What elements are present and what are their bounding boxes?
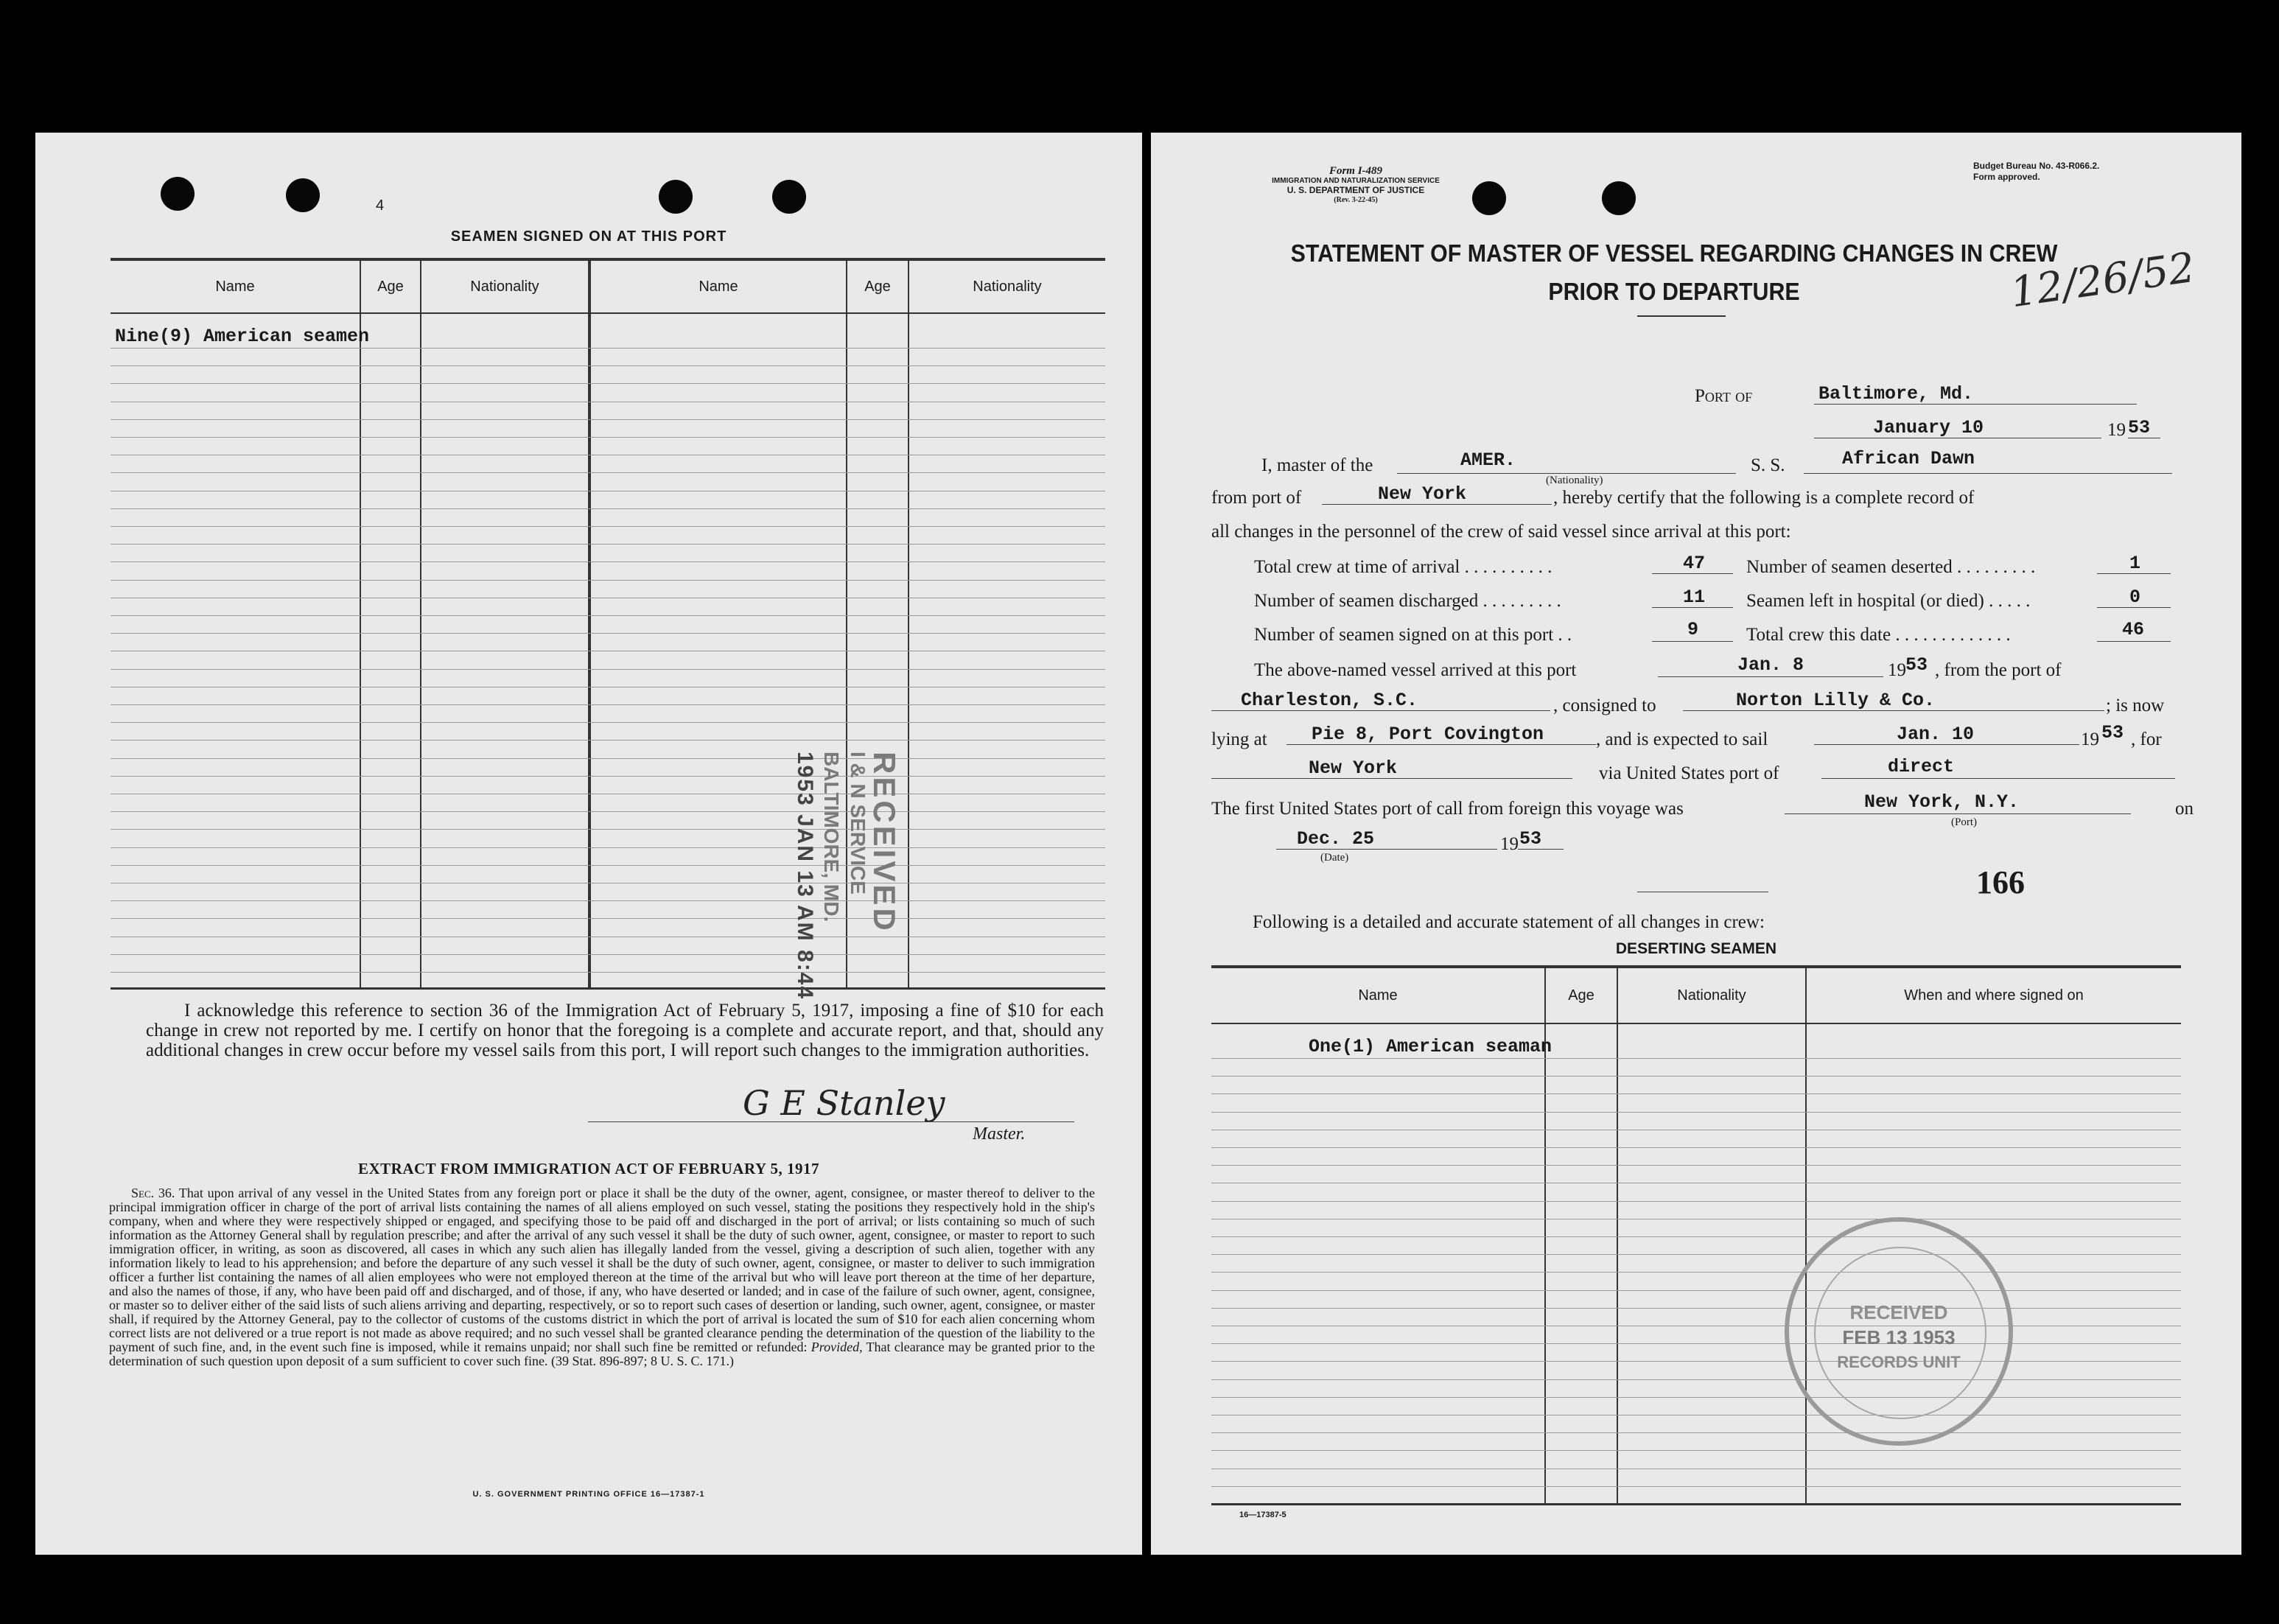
table-row-rule	[1211, 1486, 2181, 1487]
title-line: PRIOR TO DEPARTURE	[1548, 278, 1800, 305]
consigned-label: , consigned to	[1553, 696, 1656, 715]
table-row-rule	[111, 472, 1105, 473]
budget-bureau	[1973, 161, 2099, 183]
is-now-label: ; is now	[2106, 696, 2165, 715]
punch-hole	[286, 178, 320, 212]
table-row-rule	[111, 615, 1105, 616]
arrived-from: Charleston, S.C.	[1241, 690, 1418, 711]
column-header-nationality: Nationality	[1677, 987, 1746, 1004]
table-row-rule	[111, 669, 1105, 670]
column-header-nationality: Nationality	[973, 279, 1042, 295]
seamen-signed-entry: Nine(9) American seamen	[115, 326, 370, 347]
table-row-rule	[1211, 1254, 2181, 1255]
column-divider	[908, 261, 909, 987]
table-row-rule	[111, 811, 1105, 812]
sail-year: 53	[2101, 722, 2124, 743]
hospital-value: 0	[2129, 587, 2141, 608]
form-footer: 16—17387-5	[1239, 1511, 1286, 1519]
first-year: 53	[1519, 828, 1542, 850]
total-date-value: 46	[2122, 619, 2145, 640]
table-row-rule	[111, 365, 1105, 366]
title-underline	[1637, 315, 1726, 317]
field-line	[1286, 744, 1596, 745]
table-top-rule	[111, 258, 1105, 261]
table-row-rule	[111, 437, 1105, 438]
via-label: via United States port of	[1599, 763, 1779, 783]
signed-on-value: 9	[1687, 619, 1699, 640]
field-line	[1658, 676, 1883, 677]
table-row-rule	[111, 561, 1105, 562]
table-row-rule	[111, 954, 1105, 955]
nationality-caption: (Nationality)	[1546, 475, 1603, 486]
table-row-rule	[111, 544, 1105, 545]
table-row-rule	[1211, 1343, 2181, 1344]
consignee: Norton Lilly & Co.	[1736, 690, 1936, 711]
punch-hole	[1602, 181, 1636, 215]
stamp-line: I & N SERVICE	[847, 752, 869, 895]
table-row-rule	[111, 383, 1105, 384]
table-row-rule	[1211, 1361, 2181, 1362]
field-line	[1814, 744, 2079, 745]
stamp-line: RECEIVED	[867, 752, 902, 934]
destination: New York	[1309, 757, 1398, 779]
page-number: 4	[376, 197, 385, 214]
table-row-rule	[111, 758, 1105, 759]
extract-paragraph	[109, 1186, 1095, 1368]
table-row-rule	[1211, 1201, 2181, 1202]
table-row-rule	[111, 829, 1105, 830]
discharged-value: 11	[1683, 587, 1706, 608]
total-arrival-value: 47	[1683, 553, 1706, 574]
stamp-line: RECORDS UNIT	[1837, 1353, 1961, 1371]
punch-hole	[772, 180, 806, 214]
table-row-rule	[1211, 1165, 2181, 1166]
deserted-label: Number of seamen deserted . . . . . . . . .	[1746, 557, 2036, 577]
date-month-day: January 10	[1873, 417, 1984, 438]
field-line	[2097, 641, 2171, 642]
stamp-date: FEB 13 1953	[1842, 1326, 1956, 1348]
extract-body: That upon arrival of any vessel in the United States from any foreign port or place it shall be the duty of the owner, agent, consignee, or master thereof to deliver to the principal immigration officer in charge of the port of arrival lists containing the names of all aliens employed on such vessel, stating the positions they respectively hold in the ship's company, when and where they were respectively shipped or engaged, and specifying those to be paid off and discharged in the port of arrival; or lists containing so much of such information as the Attorney General shall by regulation prescribe; and after the arrival of any such vessel it shall be the duty of such owner, agent, consignee, or master to report to such immigration officer, in writing, as soon as discovered, all cases in which any such alien has illegally landed from the vessel, giving a description of such alien, together with any information likely to lead to his apprehension; and before the departure of any such vessel it shall be the duty of such owner, agent, consignee, or master to deliver to such immigration officer a further list containing the names of all alien employees who were not employed thereon at the time of the arrival but who will leave port thereon at the time of her departure, and also the names of those, if any, who have been paid off and discharged, and of those, if any, who have deserted or landed; and in case of the failure of such owner, agent, consignee, or master so to deliver either of the said lists of such aliens arriving and departing, respectively, or so to report such cases of desertion or landing, such owner, agent, consignee, or master shall, if required by the Attorney General, pay to the collector of customs of the customs district in which the port of arrival is located the sum of $10 for each alien concerning whom correct lists are not delivered or a true report is not made as above required; and no such vessel shall be granted clearance pending the determination of the question of the liability to the payment of such fine, and, in the event such fine is imposed, while it remains unpaid; nor shall such fine be remitted or refunded:	[109, 1186, 1095, 1354]
ss-label: S. S.	[1751, 455, 1785, 475]
table-row-rule	[1211, 1450, 2181, 1451]
table-row-rule	[1211, 1432, 2181, 1433]
field-line	[1518, 849, 1564, 850]
deserting-title: DESERTING SEAMEN	[1615, 940, 1777, 957]
first-date: Dec. 25	[1297, 828, 1375, 850]
column-header-name: Name	[1358, 987, 1398, 1004]
lying-label: lying at	[1211, 729, 1267, 749]
table-row-rule	[111, 526, 1105, 527]
on-label: on	[2175, 799, 2194, 819]
section-title: SEAMEN SIGNED ON AT THIS PORT	[450, 228, 727, 245]
table-row-rule	[111, 704, 1105, 705]
column-divider	[1805, 968, 1807, 1503]
first-century: 19	[1500, 834, 1519, 854]
column-header-age: Age	[377, 279, 404, 295]
field-line	[1211, 778, 1572, 779]
port-value: Baltimore, Md.	[1818, 383, 1974, 405]
field-line	[1652, 607, 1733, 608]
serial-number: 166	[1976, 864, 2025, 900]
expected-label: , and is expected to sail	[1596, 729, 1768, 749]
table-row-rule	[1211, 1236, 2181, 1237]
first-port-label: The first United States port of call from foreign this voyage was	[1211, 799, 1684, 819]
field-line	[1322, 504, 1552, 505]
field-line	[1683, 710, 2104, 711]
arrived-label: The above-named vessel arrived at this port	[1254, 660, 1577, 680]
budget-line: Form approved.	[1973, 172, 2040, 182]
records-unit-stamp	[1785, 1217, 2013, 1446]
table-top-rule	[1211, 965, 2181, 968]
master-label: I, master of the	[1261, 455, 1373, 475]
total-date-label: Total crew this date . . . . . . . . . . . . .	[1746, 625, 2011, 645]
master-signature: G E Stanley	[743, 1083, 945, 1123]
sail-date: Jan. 10	[1897, 724, 1975, 745]
stamp-line: RECEIVED	[1849, 1301, 1948, 1323]
table-row-rule	[111, 722, 1105, 723]
table-row-rule	[111, 972, 1105, 973]
column-header-when-where: When and where signed on	[1904, 987, 2084, 1004]
date-year: 53	[2128, 417, 2151, 438]
stamp-line: BALTIMORE, MD.	[820, 752, 843, 923]
table-row-rule	[1211, 1076, 2181, 1077]
arrived-year: 53	[1905, 654, 1928, 676]
punch-hole	[1472, 181, 1506, 215]
table-row-rule	[111, 900, 1105, 901]
field-line	[1211, 710, 1550, 711]
punch-hole	[659, 180, 693, 214]
column-divider	[588, 261, 591, 987]
column-header-age: Age	[864, 279, 891, 295]
field-line	[2097, 573, 2171, 574]
deserting-entry: One(1) American seaman	[1309, 1036, 1552, 1057]
for-label: , for	[2131, 729, 2162, 749]
agency-line: IMMIGRATION AND NATURALIZATION SERVICE	[1272, 177, 1440, 185]
left-form-page	[35, 133, 1142, 1555]
title-line: STATEMENT OF MASTER OF VESSEL REGARDING CHANGES IN CREW	[1290, 239, 2058, 267]
column-divider	[360, 261, 361, 987]
form-title	[1267, 234, 2081, 311]
extract-section: Sec. 36.	[131, 1186, 175, 1200]
punch-hole	[161, 177, 195, 211]
column-divider	[1617, 968, 1618, 1503]
table-row-rule	[1211, 1272, 2181, 1273]
table-bottom-rule	[111, 987, 1105, 990]
field-line	[1804, 473, 2172, 474]
extract-tail: That clearance may be granted prior to the determination of such question upon deposit of a sum sufficient to cover such fine.	[109, 1340, 1095, 1368]
following-text: Following is a detailed and accurate statement of all changes in crew:	[1253, 912, 1765, 932]
table-row-rule	[111, 580, 1105, 581]
column-divider	[420, 261, 421, 987]
table-header-rule	[111, 312, 1105, 314]
acknowledgement-paragraph: I acknowledge this reference to section 36 of the Immigration Act of February 5, 1917, imposing a fine of $10 for each change in crew not reported by me. I certify on honor that the foregoing is a complete and accurate report, and that, should any additional changes in crew occur before my vessel sails from this port, I will report such changes to the immigration authorities.	[146, 1001, 1104, 1060]
field-line	[1652, 573, 1733, 574]
from-port-of-label: , from the port of	[1935, 660, 2062, 680]
printing-office-footer: U. S. GOVERNMENT PRINTING OFFICE 16—17387-1	[472, 1490, 705, 1499]
revision: (Rev. 3-22-45)	[1334, 196, 1378, 204]
lying-value: Pie 8, Port Covington	[1312, 724, 1544, 745]
field-line	[1821, 778, 2175, 779]
table-row-rule	[1211, 1290, 2181, 1291]
agency-line: U. S. DEPARTMENT OF JUSTICE	[1286, 185, 1425, 195]
table-row-rule	[1211, 1308, 2181, 1309]
date-century: 19	[2107, 420, 2126, 440]
table-row-rule	[1211, 1379, 2181, 1380]
sail-century: 19	[2081, 729, 2099, 749]
table-row-rule	[111, 918, 1105, 919]
field-line	[1814, 404, 2137, 405]
field-line	[1397, 473, 1736, 474]
form-header	[1238, 167, 1474, 205]
column-header-age: Age	[1568, 987, 1594, 1004]
signed-on-label: Number of seamen signed on at this port . .	[1254, 625, 1572, 645]
table-row-rule	[111, 776, 1105, 777]
vessel-name: African Dawn	[1842, 448, 1975, 469]
extract-provided: Provided,	[811, 1340, 863, 1354]
field-line	[1785, 813, 2131, 814]
field-line	[1276, 849, 1497, 850]
date-caption: (Date)	[1320, 852, 1349, 864]
signature-role: Master.	[973, 1124, 1026, 1144]
table-row-rule	[1211, 1112, 2181, 1113]
table-row-rule	[1211, 1058, 2181, 1059]
table-row-rule	[111, 348, 1105, 349]
column-header-name: Name	[699, 279, 738, 295]
arrived-century: 19	[1888, 660, 1906, 680]
extract-citation: (39 Stat. 896-897; 8 U. S. C. 171.)	[551, 1354, 735, 1368]
certify-text: , hereby certify that the following is a complete record of	[1553, 488, 1975, 508]
via-value: direct	[1888, 756, 1955, 777]
field-line	[1652, 641, 1733, 642]
discharged-label: Number of seamen discharged . . . . . . . . .	[1254, 591, 1561, 611]
first-port-value: New York, N.Y.	[1864, 791, 2020, 813]
port-caption: (Port)	[1951, 816, 1977, 828]
column-header-nationality: Nationality	[470, 279, 539, 295]
table-row-rule	[111, 865, 1105, 866]
deserted-value: 1	[2129, 553, 2141, 574]
nationality-value: AMER.	[1460, 449, 1516, 471]
from-port-value: New York	[1378, 483, 1467, 505]
extract-title: EXTRACT FROM IMMIGRATION ACT OF FEBRUARY 5, 1917	[357, 1160, 820, 1177]
table-row-rule	[111, 740, 1105, 741]
total-arrival-label: Total crew at time of arrival . . . . . . . . . .	[1254, 557, 1552, 577]
hospital-label: Seamen left in hospital (or died) . . . . .	[1746, 591, 2031, 611]
table-row-rule	[1211, 1397, 2181, 1398]
column-header-name: Name	[215, 279, 255, 295]
port-label: Port of	[1695, 386, 1753, 406]
table-bottom-rule	[1211, 1503, 2181, 1505]
budget-line: Budget Bureau No. 43-R066.2.	[1973, 161, 2100, 171]
certify-text-continued: all changes in the personnel of the crew of said vessel since arrival at this port:	[1211, 522, 1791, 542]
signature-line	[588, 1121, 1074, 1122]
table-header-rule	[1211, 1023, 2181, 1024]
from-port-label: from port of	[1211, 488, 1302, 508]
table-row-rule	[1211, 1147, 2181, 1148]
stamp-date: 1953 JAN 13 AM 8:44	[793, 752, 817, 1001]
table-row-rule	[111, 633, 1105, 634]
table-row-rule	[111, 847, 1105, 848]
table-row-rule	[1211, 1093, 2181, 1094]
field-line	[2097, 607, 2171, 608]
arrived-date: Jan. 8	[1737, 654, 1804, 676]
table-row-rule	[111, 419, 1105, 420]
table-row-rule	[111, 508, 1105, 509]
form-number: Form I-489	[1328, 165, 1383, 177]
right-form-page	[1151, 133, 2241, 1555]
handwritten-date: 12/26/52	[2007, 243, 2198, 318]
